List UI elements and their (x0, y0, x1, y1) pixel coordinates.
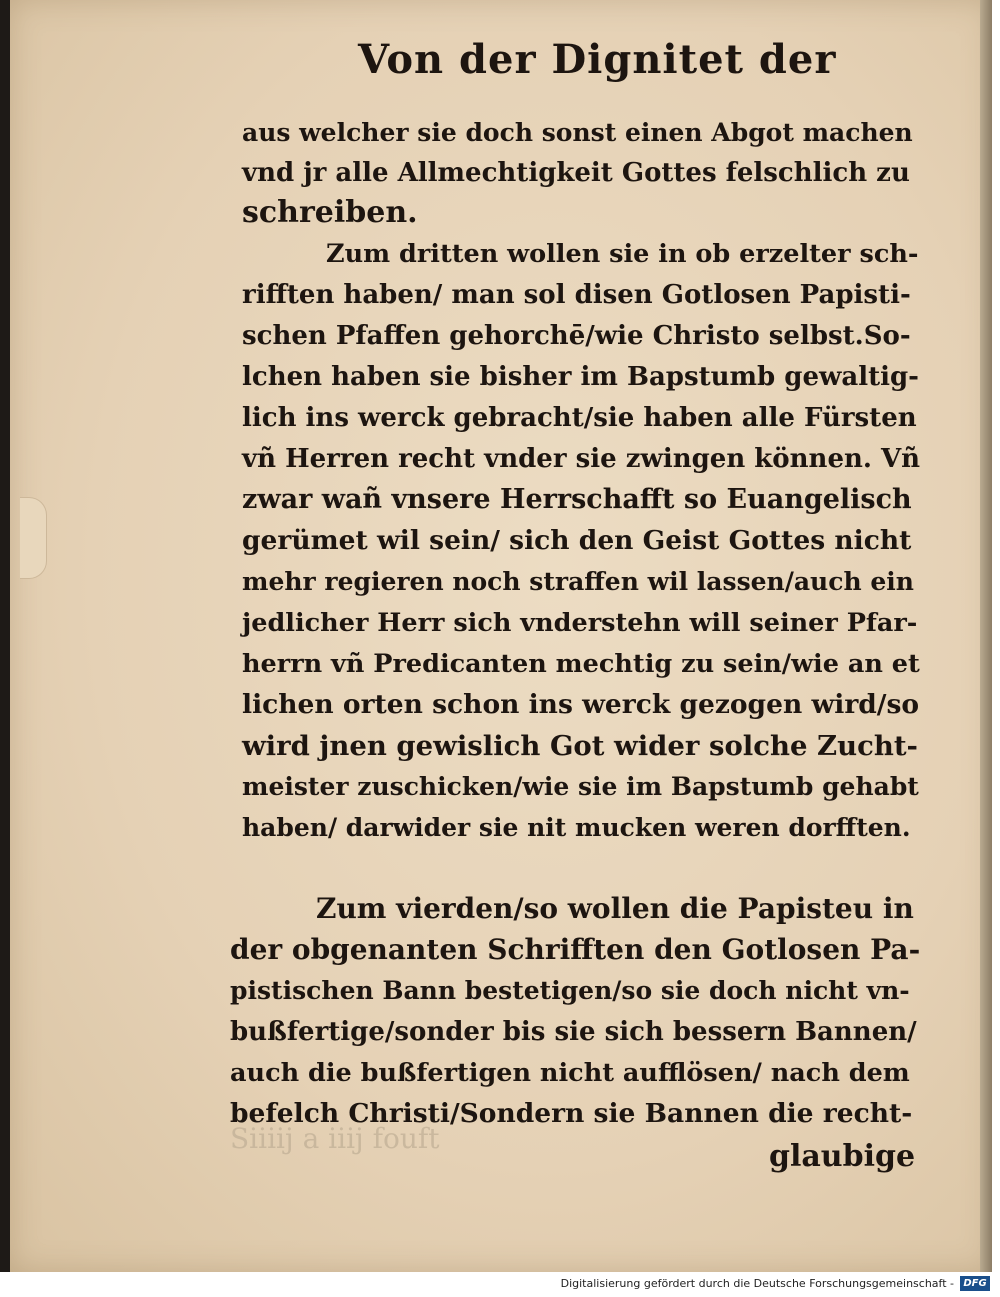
text-line: vñ Herren recht vnder sie zwingen können. Vñ (242, 444, 921, 474)
catchword: glaubige (769, 1139, 916, 1174)
text-line: vnd jr alle Allmechtigkeit Gottes felschlich zu (242, 158, 910, 188)
text-line: auch die bußfertigen nicht aufflösen/ nach dem (230, 1058, 910, 1088)
book-page (10, 0, 992, 1272)
text-line: Zum vierden/so wollen die Papisteu in (316, 892, 914, 925)
footer-bar (0, 1272, 1000, 1297)
text-line: pistischen Bann bestetigen/so sie doch nicht vn- (230, 976, 910, 1005)
text-line: lichen orten schon ins werck gezogen wird/so (242, 689, 920, 720)
text-line: wird jnen gewislich Got wider solche Zucht- (242, 730, 918, 762)
text-line: gerümet wil sein/ sich den Geist Gottes nicht (242, 525, 912, 556)
running-title: Von der Dignitet der (358, 36, 837, 83)
text-line: aus welcher sie doch sonst einen Abgot machen (242, 118, 913, 147)
text-line: meister zuschicken/wie sie im Bapstumb gehabt (242, 772, 919, 801)
text-line: rifften haben/ man sol disen Gotlosen Papisti- (242, 280, 911, 310)
dfg-logo-icon: DFG (960, 1276, 990, 1291)
text-line: zwar wañ vnsere Herrschafft so Euangelisch (242, 484, 912, 515)
text-line: herrn vñ Predicanten mechtig zu sein/wie an et (242, 649, 920, 679)
text-line: lchen haben sie bisher im Bapstumb gewaltig- (242, 362, 919, 392)
funding-credit: Digitalisierung gefördert durch die Deutsche Forschungsgemeinschaft - (560, 1277, 954, 1290)
text-line: befelch Christi/Sondern sie Bannen die recht- (230, 1098, 913, 1129)
bleed-through-signature: Siiiij a iiij fouft (230, 1122, 440, 1155)
text-line: mehr regieren noch straffen wil lassen/auch ein (242, 567, 914, 596)
text-line: Zum dritten wollen sie in ob erzelter sch- (326, 239, 919, 269)
text-line: der obgenanten Schrifften den Gotlosen Pa- (230, 933, 921, 966)
text-line: bußfertige/sonder bis sie sich bessern Bannen/ (230, 1017, 917, 1047)
text-line: lich ins werck gebracht/sie haben alle Fürsten (242, 403, 917, 433)
page-tab-notch (20, 497, 47, 579)
text-line: jedlicher Herr sich vnderstehn will seiner Pfar- (242, 608, 918, 638)
scan-frame-edge (980, 0, 992, 1272)
text-line: haben/ darwider sie nit mucken weren dorfften. (242, 813, 911, 842)
text-line: schen Pfaffen gehorchē/wie Christo selbst.So- (242, 321, 911, 351)
text-line: schreiben. (242, 195, 418, 230)
